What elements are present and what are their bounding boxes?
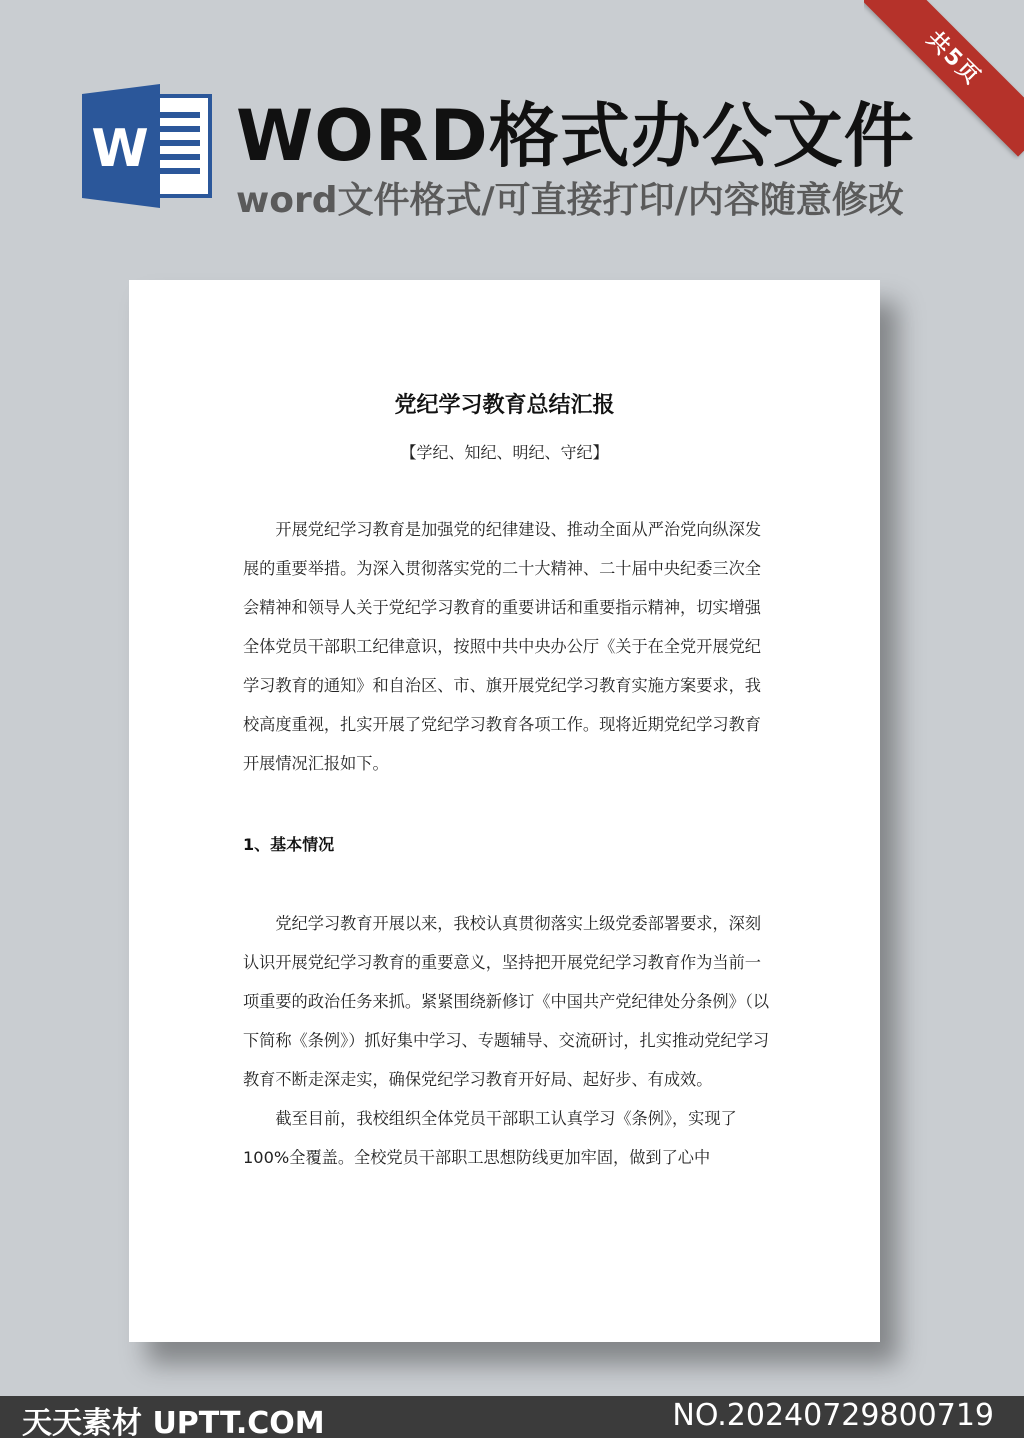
- section-heading: 1、基本情况: [243, 835, 335, 854]
- footer-bar: [0, 1396, 1024, 1438]
- document-subtitle: 【学纪、知纪、明纪、守纪】: [400, 443, 609, 462]
- page-subtitle: word文件格式/可直接打印/内容随意修改: [236, 180, 904, 221]
- document-page: [129, 280, 880, 1342]
- paragraph: 党纪学习教育开展以来，我校认真贯彻落实上级党委部署要求，深刻认识开展党纪学习教育的重要意义，坚持把开展党纪学习教育作为当前一项重要的政治任务来抓。紧紧围绕新修订《中国共产党纪律处分条例》（以下简称《条例》）抓好集中学习、专题辅导、交流研讨，扎实推动党纪学习教育不断走深走实，确保党纪学习教育开好局、起好步、有成效。: [243, 914, 770, 1089]
- document-body-intro: [243, 510, 773, 783]
- site-watermark: 天天素材 UPTT.COM: [22, 1406, 325, 1438]
- word-icon: [82, 84, 212, 208]
- page-count-label: 共5页: [864, 0, 1024, 157]
- word-logo-letter: W: [91, 119, 149, 179]
- paragraph: 截至目前，我校组织全体党员干部职工认真学习《条例》，实现了 100%全覆盖。全校党员干部职工思想防线更加牢固，做到了心中: [243, 1109, 737, 1167]
- document-body-section: [243, 904, 773, 1177]
- document-title: 党纪学习教育总结汇报: [394, 393, 615, 418]
- page-title: WORD格式办公文件: [236, 95, 915, 177]
- paragraph: 开展党纪学习教育是加强党的纪律建设、推动全面从严治党向纵深发展的重要举措。为深入贯彻落实党的二十大精神、二十届中央纪委三次全会精神和领导人关于党纪学习教育的重要讲话和重要指示精神，切实增强全体党员干部职工纪律意识，按照中共中央办公厅《关于在全党开展党纪学习教育的通知》和自治区、市、旗开展党纪学习教育实施方案要求，我校高度重视，扎实开展了党纪学习教育各项工作。现将近期党纪学习教育开展情况汇报如下。: [243, 520, 762, 773]
- item-number: NO.20240729800719: [672, 1398, 994, 1433]
